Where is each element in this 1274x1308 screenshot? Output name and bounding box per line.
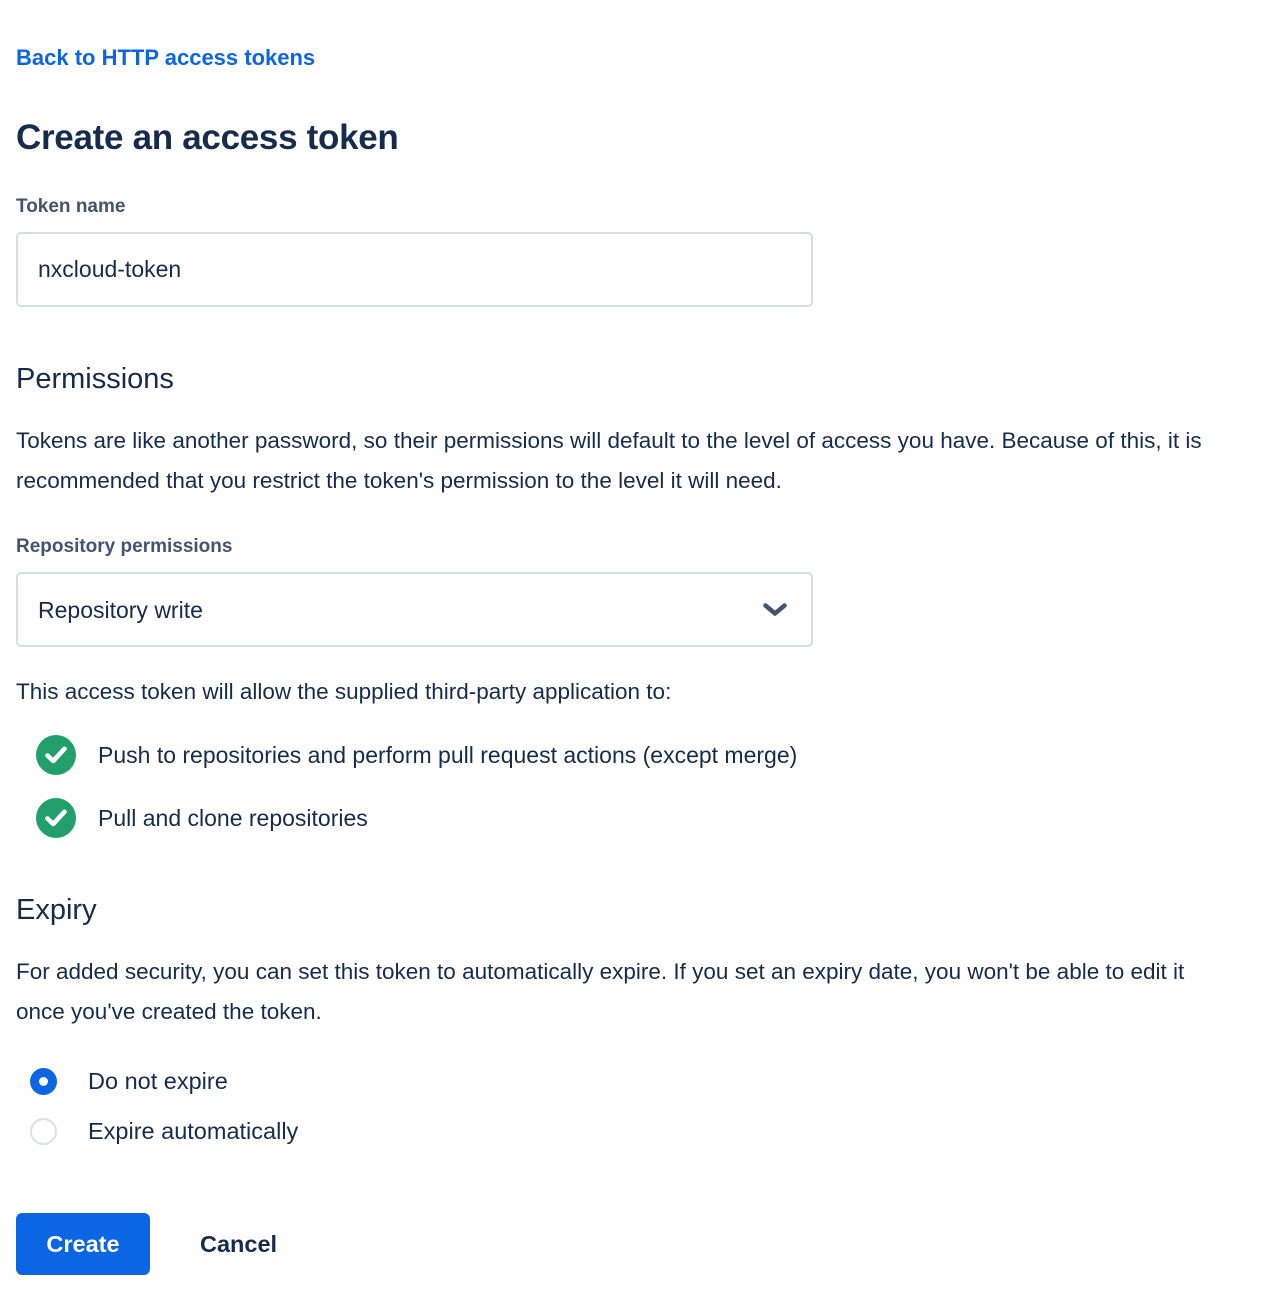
radio-label: Expire automatically — [88, 1118, 299, 1144]
check-circle-icon — [36, 735, 76, 775]
capability-row — [36, 735, 1258, 775]
expiry-heading: Expiry — [16, 894, 97, 926]
capability-list — [16, 735, 1258, 838]
radio-option-expire-automatically[interactable] — [30, 1115, 1258, 1147]
expiry-radio-group — [16, 1065, 1258, 1147]
repository-permissions-label: Repository permissions — [16, 536, 233, 557]
create-button[interactable]: Create — [16, 1213, 150, 1275]
page-title: Create an access token — [16, 118, 399, 157]
form-actions — [16, 1213, 1258, 1275]
token-name-input[interactable] — [16, 232, 813, 307]
radio-option-do-not-expire[interactable] — [30, 1065, 1258, 1097]
token-name-label: Token name — [16, 196, 126, 217]
radio-label: Do not expire — [88, 1068, 228, 1094]
repository-permissions-select-wrap — [16, 572, 813, 647]
check-circle-icon — [36, 798, 76, 838]
permissions-heading: Permissions — [16, 363, 174, 395]
permissions-description: Tokens are like another password, so their permissions will default to the level of access you have. Because of this, it is recommended that you restrict the token's permission to the level it will need. — [16, 428, 1202, 493]
capability-row — [36, 798, 1258, 838]
capability-label: Pull and clone repositories — [98, 805, 368, 831]
radio-unselected-icon[interactable] — [30, 1118, 57, 1145]
allow-intro-text: This access token will allow the supplied third-party application to: — [16, 679, 672, 704]
back-to-http-access-tokens-link[interactable]: Back to HTTP access tokens — [16, 45, 316, 70]
cancel-button[interactable]: Cancel — [192, 1213, 285, 1275]
capability-label: Push to repositories and perform pull request actions (except merge) — [98, 742, 798, 768]
expiry-description: For added security, you can set this token to automatically expire. If you set an expiry date, you won't be able to edit it once you've created the token. — [16, 959, 1185, 1024]
repository-permissions-select[interactable] — [16, 572, 813, 647]
radio-selected-icon[interactable] — [30, 1068, 57, 1095]
